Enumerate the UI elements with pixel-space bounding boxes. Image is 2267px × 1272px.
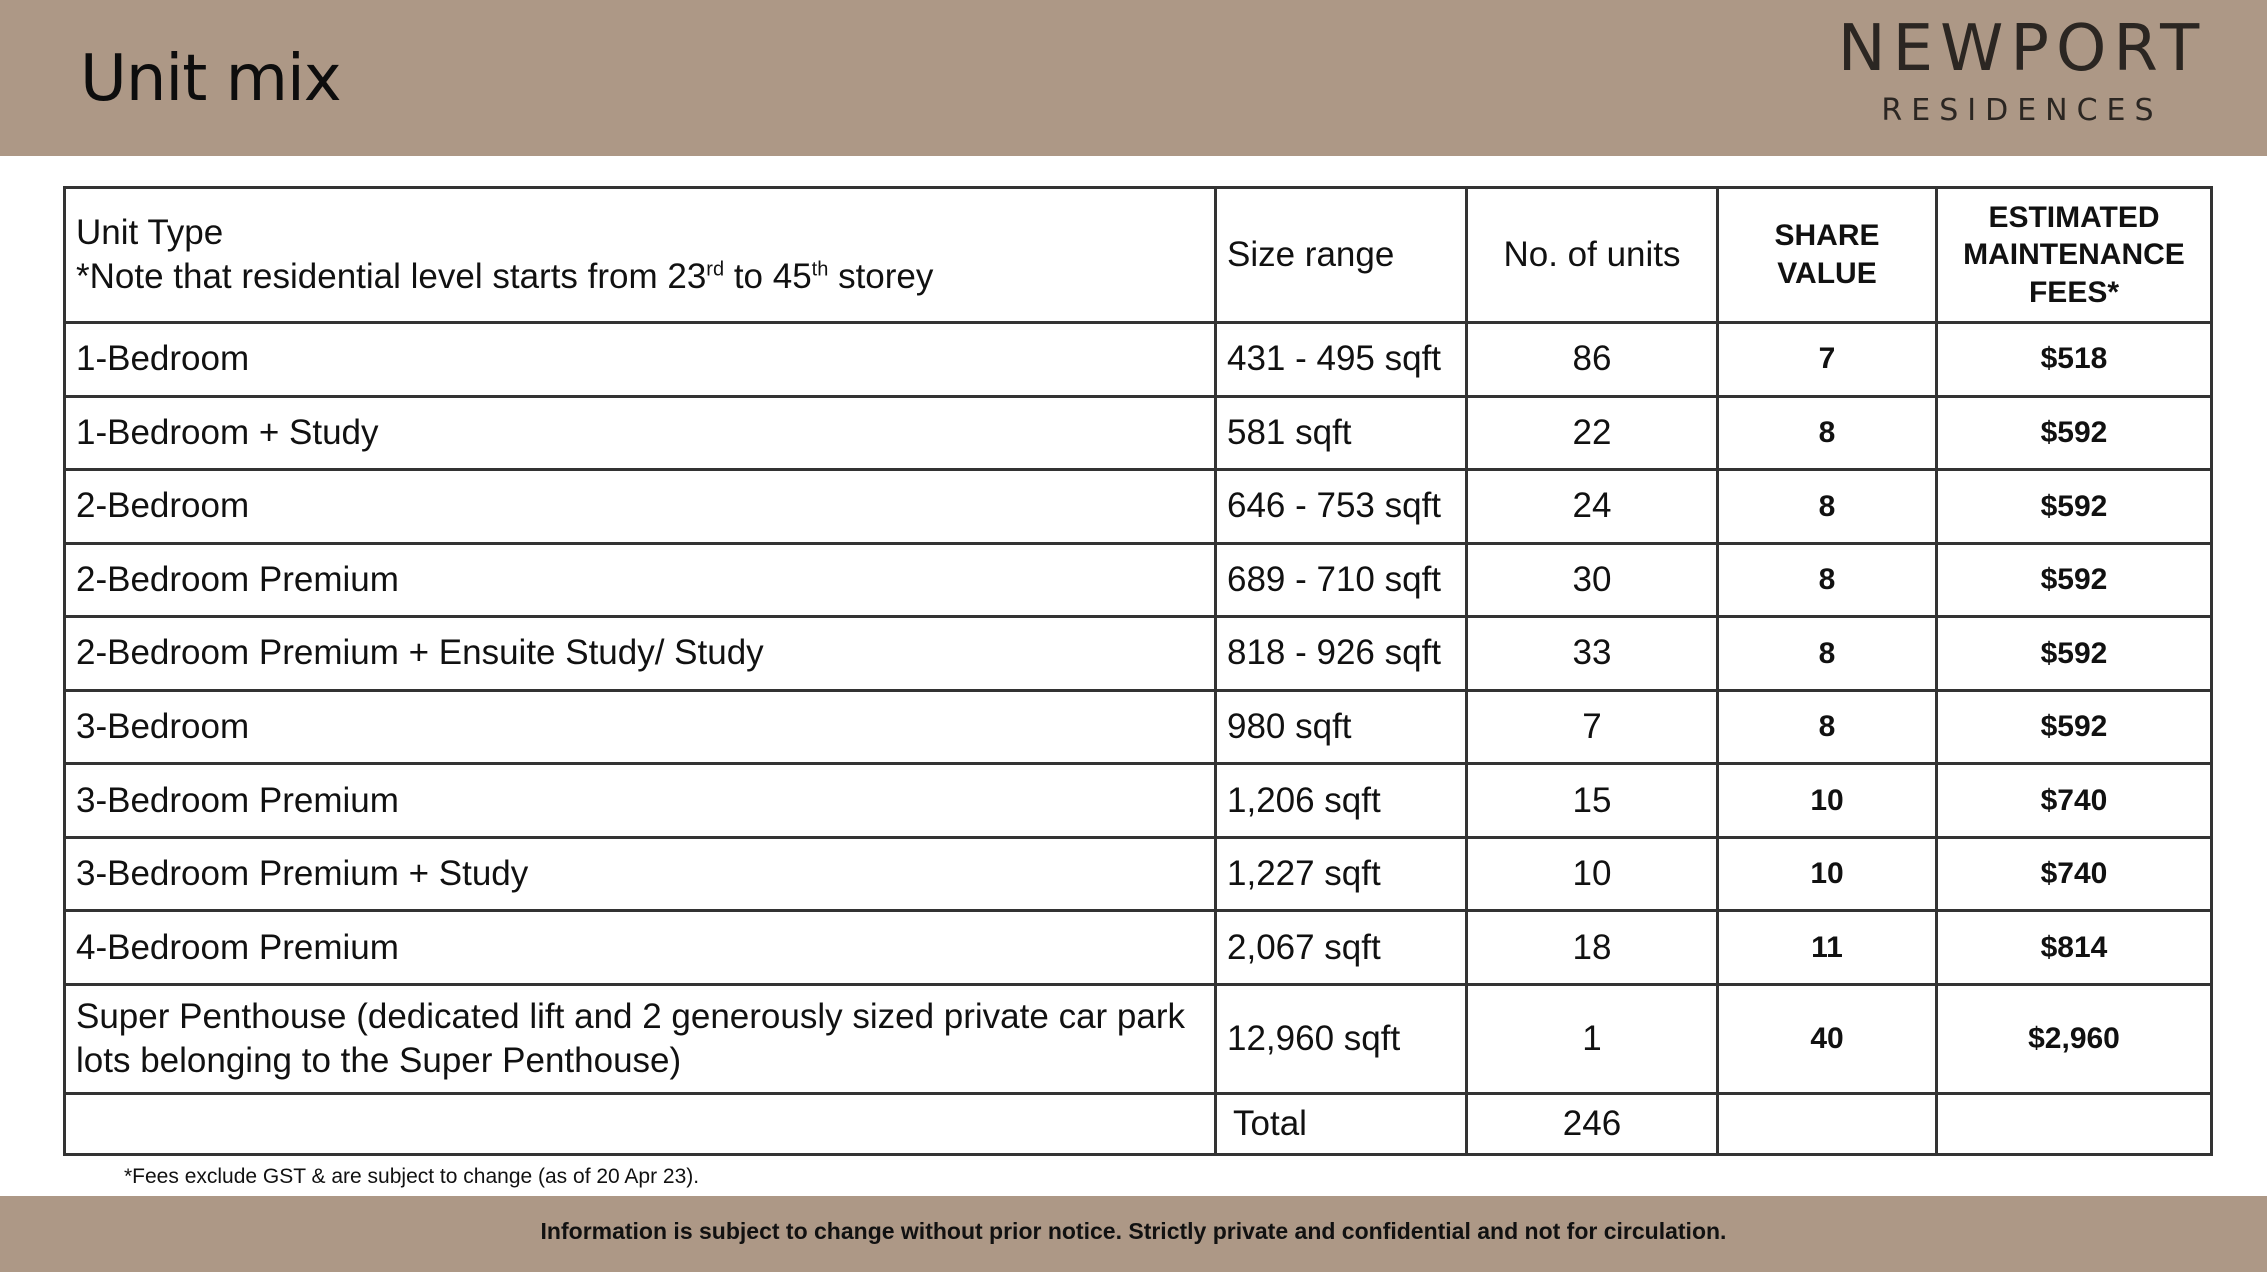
fees-header-line3: FEES* xyxy=(2028,275,2120,309)
note-prefix: *Note that residential level starts from 23 xyxy=(76,256,707,296)
cell-units: 7 xyxy=(1467,690,1718,764)
cell-units: 10 xyxy=(1467,837,1718,911)
header-size-range: Size range xyxy=(1216,188,1467,323)
cell-unit-type: 3-Bedroom xyxy=(65,690,1216,764)
brand-name: NEWPORT xyxy=(1837,12,2207,86)
cell-size-range: 1,227 sqft xyxy=(1216,837,1467,911)
cell-units: 18 xyxy=(1467,911,1718,985)
cell-unit-type: 2-Bedroom Premium + Ensuite Study/ Study xyxy=(65,617,1216,691)
header-share-value: SHARE VALUE xyxy=(1718,188,1937,323)
note-sup-th: th xyxy=(811,258,829,281)
cell-size-range: 581 sqft xyxy=(1216,396,1467,470)
cell-share-value: 8 xyxy=(1718,396,1937,470)
cell-maintenance-fee: $2,960 xyxy=(1937,984,2212,1093)
cell-size-range: 12,960 sqft xyxy=(1216,984,1467,1093)
cell-unit-type: 4-Bedroom Premium xyxy=(65,911,1216,985)
cell-unit-type: 2-Bedroom xyxy=(65,470,1216,544)
table-row xyxy=(65,617,2212,691)
table-row xyxy=(65,911,2212,985)
cell-unit-type: 3-Bedroom Premium xyxy=(65,764,1216,838)
brand-subtitle: RESIDENCES xyxy=(1881,93,2163,128)
cell-share-value: 8 xyxy=(1718,690,1937,764)
brand-logo xyxy=(1832,14,2212,128)
cell-share-value: 40 xyxy=(1718,984,1937,1093)
header-unit-type-label: Unit Type xyxy=(76,213,224,253)
table-total-row xyxy=(65,1093,2212,1154)
table-row xyxy=(65,322,2212,396)
table-row xyxy=(65,984,2212,1093)
fees-footnote: *Fees exclude GST & are subject to change (as of 20 Apr 23). xyxy=(124,1165,700,1188)
page-title: Unit mix xyxy=(80,42,341,116)
cell-unit-type: 3-Bedroom Premium + Study xyxy=(65,837,1216,911)
cell-units: 86 xyxy=(1467,322,1718,396)
cell-size-range: 646 - 753 sqft xyxy=(1216,470,1467,544)
unit-mix-table xyxy=(63,186,2213,1156)
cell-maintenance-fee: $814 xyxy=(1937,911,2212,985)
cell-maintenance-fee: $592 xyxy=(1937,690,2212,764)
cell-size-range: 431 - 495 sqft xyxy=(1216,322,1467,396)
header-storey-note xyxy=(76,255,1204,299)
footer-band xyxy=(0,1196,2267,1272)
cell-empty xyxy=(1718,1093,1937,1154)
cell-units: 33 xyxy=(1467,617,1718,691)
header-maintenance-fees xyxy=(1937,188,2212,323)
cell-unit-type: 2-Bedroom Premium xyxy=(65,543,1216,617)
cell-maintenance-fee: $592 xyxy=(1937,543,2212,617)
cell-size-range: 2,067 sqft xyxy=(1216,911,1467,985)
cell-units: 1 xyxy=(1467,984,1718,1093)
table-row xyxy=(65,470,2212,544)
table-row xyxy=(65,764,2212,838)
header-no-of-units: No. of units xyxy=(1467,188,1718,323)
cell-maintenance-fee: $740 xyxy=(1937,837,2212,911)
cell-maintenance-fee: $592 xyxy=(1937,470,2212,544)
table-row xyxy=(65,396,2212,470)
total-label: Total xyxy=(1216,1093,1467,1154)
cell-share-value: 8 xyxy=(1718,470,1937,544)
cell-size-range: 1,206 sqft xyxy=(1216,764,1467,838)
note-mid: to 45 xyxy=(724,256,812,296)
cell-share-value: 11 xyxy=(1718,911,1937,985)
cell-units: 30 xyxy=(1467,543,1718,617)
cell-share-value: 7 xyxy=(1718,322,1937,396)
table-row xyxy=(65,837,2212,911)
note-suffix: storey xyxy=(828,256,934,296)
cell-size-range: 689 - 710 sqft xyxy=(1216,543,1467,617)
cell-maintenance-fee: $518 xyxy=(1937,322,2212,396)
cell-maintenance-fee: $592 xyxy=(1937,617,2212,691)
footer-disclaimer: Information is subject to change without prior notice. Strictly private and confidential and not for circulation. xyxy=(540,1218,1727,1244)
table-header-row xyxy=(65,188,2212,323)
cell-unit-type: Super Penthouse (dedicated lift and 2 generously sized private car park lots belonging to the Super Penthouse) xyxy=(65,984,1216,1093)
cell-units: 22 xyxy=(1467,396,1718,470)
cell-units: 15 xyxy=(1467,764,1718,838)
cell-units: 24 xyxy=(1467,470,1718,544)
cell-share-value: 8 xyxy=(1718,617,1937,691)
cell-maintenance-fee: $592 xyxy=(1937,396,2212,470)
cell-unit-type: 1-Bedroom + Study xyxy=(65,396,1216,470)
note-sup-rd: rd xyxy=(706,258,725,281)
cell-size-range: 980 sqft xyxy=(1216,690,1467,764)
cell-empty xyxy=(1937,1093,2212,1154)
cell-maintenance-fee: $740 xyxy=(1937,764,2212,838)
cell-empty xyxy=(65,1093,1216,1154)
cell-size-range: 818 - 926 sqft xyxy=(1216,617,1467,691)
header-unit-type xyxy=(65,188,1216,323)
total-units: 246 xyxy=(1467,1093,1718,1154)
cell-share-value: 10 xyxy=(1718,764,1937,838)
cell-unit-type: 1-Bedroom xyxy=(65,322,1216,396)
cell-share-value: 10 xyxy=(1718,837,1937,911)
fees-header-line1: ESTIMATED xyxy=(1988,200,2160,234)
table-row xyxy=(65,543,2212,617)
header-band xyxy=(0,0,2267,156)
table-row xyxy=(65,690,2212,764)
cell-share-value: 8 xyxy=(1718,543,1937,617)
fees-header-line2: MAINTENANCE xyxy=(1963,238,2185,272)
